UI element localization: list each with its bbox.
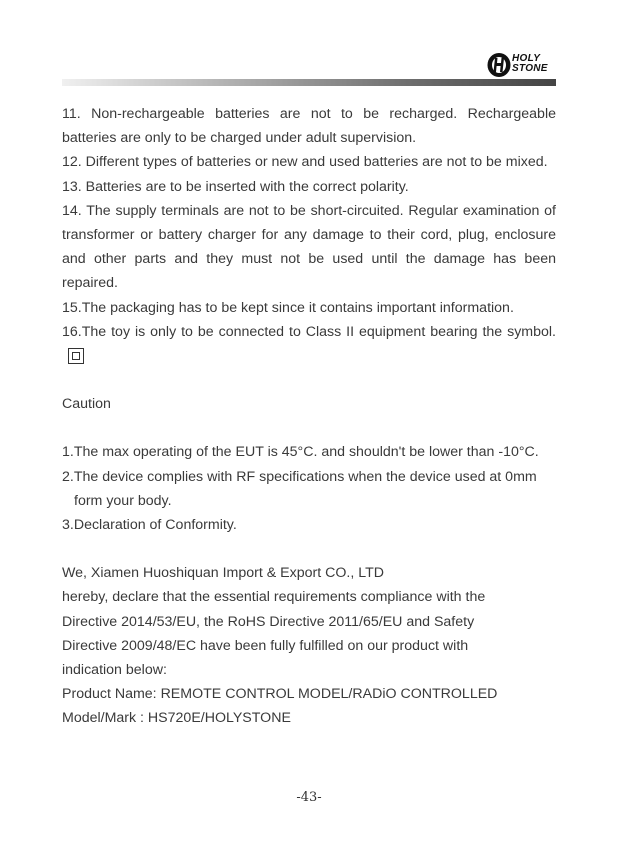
declaration-line-3: Directive 2014/53/EU, the RoHS Directive 2011/65/EU and Safety bbox=[62, 613, 475, 630]
item-15: 15.The packaging has to be kept since it contains important information. bbox=[62, 299, 514, 316]
item-14: 14. The supply terminals are not to be short-circuited. Regular examination of transformer or battery charger for any damage to their cord, plug, enclosure and other parts and they must not be used until the damage has been repaired. bbox=[62, 202, 556, 292]
caution-heading: Caution bbox=[62, 396, 111, 413]
holy-stone-logo bbox=[486, 50, 560, 82]
item-13: 13. Batteries are to be inserted with the correct polarity. bbox=[62, 178, 409, 195]
product-name: Product Name: REMOTE CONTROL MODEL/RADiO CONTROLLED bbox=[62, 686, 498, 703]
logo-text: HOLY STONE bbox=[512, 53, 548, 74]
declaration-line-2: hereby, declare that the essential requirements compliance with the bbox=[62, 589, 486, 606]
declaration-line-1: We, Xiamen Huoshiquan Import & Export CO., LTD bbox=[62, 565, 384, 582]
model-mark: Model/Mark : HS720E/HOLYSTONE bbox=[62, 710, 291, 727]
class-ii-symbol-icon bbox=[68, 348, 84, 364]
item-12: 12. Different types of batteries or new and used batteries are not to be mixed. bbox=[62, 154, 548, 171]
declaration-line-5: indication below: bbox=[62, 662, 167, 679]
caution-item-3: 3.Declaration of Conformity. bbox=[62, 517, 237, 534]
holy-stone-emblem-icon bbox=[486, 51, 512, 79]
page-content bbox=[62, 102, 556, 731]
header-bar bbox=[62, 79, 556, 86]
caution-item-1: 1.The max operating of the EUT is 45°C. and shouldn't be lower than -10°C. bbox=[62, 444, 539, 461]
page-number: -43- bbox=[296, 790, 322, 805]
item-16 bbox=[62, 320, 556, 368]
caution-item-2-cont: form your body. bbox=[74, 492, 172, 509]
caution-item-2: 2.The device complies with RF specifications when the device used at 0mm bbox=[62, 468, 537, 485]
declaration-line-4: Directive 2009/48/EC have been fully fulfilled on our product with bbox=[62, 637, 469, 654]
item-16-text: 16.The toy is only to be connected to Class II equipment bearing the symbol. bbox=[62, 323, 556, 340]
item-11: 11. Non-rechargeable batteries are not to be recharged. Rechargeable batteries are only to be charged under adult supervision. bbox=[62, 106, 556, 147]
